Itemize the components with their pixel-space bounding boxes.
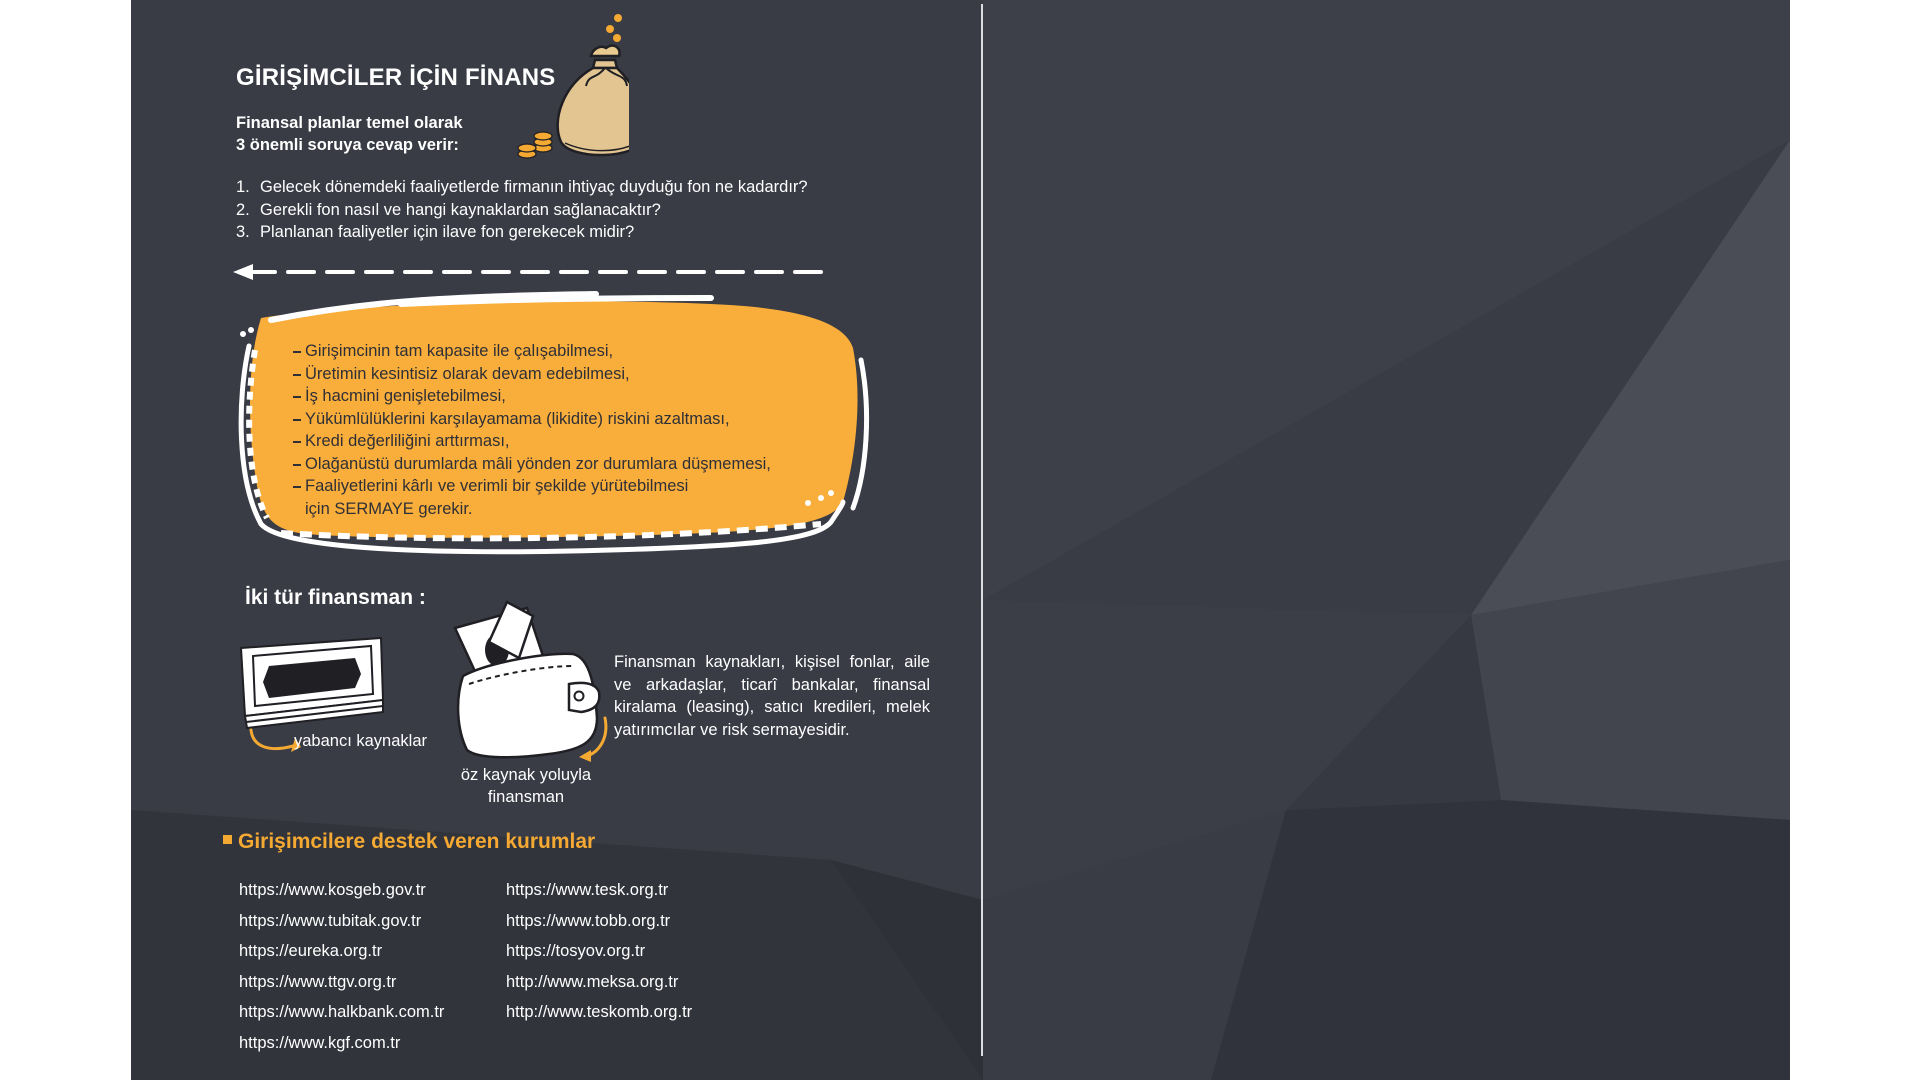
page-divider: [981, 4, 983, 1056]
money-bag-icon: [509, 8, 629, 163]
own-sources-label-line-1: öz kaynak yoluyla: [460, 766, 592, 784]
support-title: [223, 830, 595, 854]
question-number: 1.: [236, 178, 250, 196]
document-page: [131, 0, 1790, 1080]
links-column-2: [506, 875, 692, 1028]
link-kgf[interactable]: https://www.kgf.com.tr: [239, 1033, 401, 1052]
page-title: GİRİŞİMCİLER İÇİN FİNANS: [236, 64, 556, 91]
bullet-square-icon: [223, 835, 232, 844]
wallet-icon: [449, 600, 619, 770]
link-kosgeb[interactable]: https://www.kosgeb.gov.tr: [239, 881, 426, 899]
reason-item: Olağanüstü durumlarda mâli yönden zor durumlara düşmemesi,: [293, 453, 771, 476]
reason-item: Yükümlülüklerini karşılayamama (likidite) riskini azaltması,: [293, 408, 771, 431]
question-item: [236, 176, 808, 199]
question-item: [236, 199, 808, 222]
question-text: Gerekli fon nasıl ve hangi kaynaklardan sağlanacaktır?: [260, 200, 661, 219]
question-number: 2.: [236, 200, 250, 219]
support-title-text: Girişimcilere destek veren kurumlar: [238, 830, 596, 853]
subtitle-line-2: 3 önemli soruya cevap verir:: [236, 136, 459, 154]
link-ttgv[interactable]: https://www.ttgv.org.tr: [239, 972, 397, 991]
subtitle-line-1: Finansal planlar temel olarak: [236, 114, 463, 132]
own-sources-label-line-2: finansman: [487, 788, 565, 806]
reason-last-line-2: için SERMAYE gerekir.: [305, 499, 473, 518]
question-number: 3.: [236, 223, 250, 241]
reason-item: Kredi değerliliğini arttırması,: [293, 430, 771, 453]
reason-item: Üretimin kesintisiz olarak devam edebilmesi,: [293, 363, 771, 386]
own-sources-label: [441, 764, 611, 808]
link-tosyov[interactable]: https://tosyov.org.tr: [506, 942, 646, 961]
reason-item: İş hacmini genişletebilmesi,: [293, 385, 771, 408]
link-halkbank[interactable]: https://www.halkbank.com.tr: [239, 1003, 445, 1022]
foreign-sources-label: yabancı kaynaklar: [294, 732, 427, 750]
financing-description: Finansman kaynakları, kişisel fonlar, aile ve arkadaşlar, ticarî bankalar, finansal kiralama (leasing), satıcı kredileri, melek yatırımcılar ve risk sermayesidir.: [614, 653, 930, 739]
subtitle: [236, 112, 496, 156]
reason-last-line-1: Faaliyetlerini kârlı ve verimli bir şekilde yürütebilmesi: [305, 477, 689, 495]
link-teskomb[interactable]: http://www.teskomb.org.tr: [506, 1003, 693, 1022]
link-tesk[interactable]: https://www.tesk.org.tr: [506, 881, 669, 899]
financing-title: İki tür finansman :: [245, 586, 426, 609]
links-column-1: [239, 875, 444, 1059]
link-meksa[interactable]: http://www.meksa.org.tr: [506, 972, 679, 991]
link-tobb[interactable]: https://www.tobb.org.tr: [506, 911, 671, 930]
reasons-list: [293, 340, 771, 520]
question-text: Planlanan faaliyetler için ilave fon gerekecek midir?: [260, 223, 635, 241]
reason-item: Girişimcinin tam kapasite ile çalışabilmesi,: [293, 340, 771, 363]
question-text: Gelecek dönemdeki faaliyetlerde firmanın ihtiyaç duyduğu fon ne kadardır?: [260, 178, 808, 196]
arrow-left-icon: [231, 258, 851, 288]
link-eureka[interactable]: https://eureka.org.tr: [239, 942, 383, 961]
questions-list: [236, 176, 808, 244]
reason-item: [293, 475, 771, 520]
question-item: [236, 221, 808, 244]
link-tubitak[interactable]: https://www.tubitak.gov.tr: [239, 911, 422, 930]
